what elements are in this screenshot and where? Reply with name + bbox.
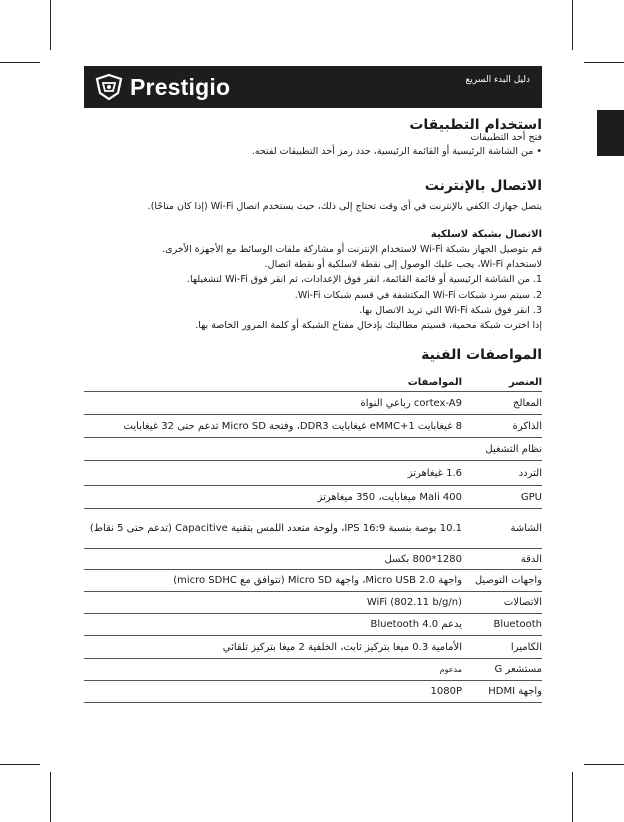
- table-row: [84, 461, 542, 486]
- brand-logo: [94, 70, 230, 104]
- brand-shield-icon: [94, 73, 124, 101]
- spec-name: مستشعر G: [462, 659, 542, 681]
- spec-value: 1080P: [84, 681, 462, 703]
- crop-mark: [50, 772, 51, 822]
- spec-name: المعالج: [462, 392, 542, 415]
- spec-name: الاتصالات: [462, 592, 542, 614]
- table-row: [84, 509, 542, 549]
- table-row: [84, 614, 542, 636]
- apps-bullet: • من الشاشة الرئيسية أو القائمة الرئيسية، حدد رمز أحد التطبيقات لفتحه.: [251, 146, 542, 157]
- spec-value: cortex-A9 رباعي النواة: [84, 392, 462, 415]
- spec-value: يدعم Bluetooth 4.0: [84, 614, 462, 636]
- crop-mark: [572, 0, 573, 50]
- internet-title: الاتصال بالإنترنت: [424, 178, 542, 194]
- specs-title: المواصفات الفنية: [421, 347, 542, 363]
- header-bar: [84, 66, 542, 108]
- table-row: [84, 549, 542, 570]
- spec-value: 10.1 بوصة بنسبة IPS 16:9، ولوحة متعدد اللمس بتقنية Capacitive (تدعم حتى 5 نقاط): [84, 509, 462, 549]
- table-row: [84, 636, 542, 659]
- spec-name: واجهة HDMI: [462, 681, 542, 703]
- side-tab: [597, 110, 624, 156]
- table-row: [84, 438, 542, 461]
- spec-value: [84, 438, 462, 461]
- apps-subtitle: فتح أحد التطبيقات: [470, 132, 542, 143]
- brand-name: Prestigio: [130, 73, 231, 100]
- spec-value: الأمامية 0.3 ميغا بتركيز ثابت، الخلفية 2 ميغا بتركيز تلقائي: [84, 636, 462, 659]
- spec-name: الشاشة: [462, 509, 542, 549]
- crop-mark: [572, 772, 573, 822]
- spec-name: واجهات التوصيل: [462, 570, 542, 592]
- crop-mark: [0, 764, 40, 765]
- spec-value: 1.6 غيغاهرتز: [84, 461, 462, 486]
- spec-value: 8 غيغابايت eMMC+1 غيغابايت DDR3، وفتحة Micro SD تدعم حتى 32 غيغابايت: [84, 415, 462, 438]
- spec-name: Bluetooth: [462, 614, 542, 636]
- spec-value: 1280*800 بكسل: [84, 549, 462, 570]
- wireless-line: إذا اخترت شبكة محمية، فسيتم مطالبتك بإدخال مفتاح الشبكة أو كلمة المرور الخاصة بها.: [195, 320, 542, 332]
- wireless-line: قم بتوصيل الجهاز بشبكة Wi-Fi لاستخدام الإنترنت أو مشاركة ملفات الوسائط مع الأجهزة الأخرى.: [162, 244, 542, 255]
- table-row: [84, 486, 542, 509]
- spec-name: GPU: [462, 486, 542, 509]
- wireless-title: الاتصال بشبكة لاسلكية: [430, 229, 542, 240]
- crop-mark: [584, 62, 624, 63]
- wireless-block: [84, 229, 542, 333]
- column-header-item: العنصر: [509, 376, 542, 388]
- wireless-line: لاستخدام Wi-Fi، يجب عليك الوصول إلى نقطة لاسلكية أو نقطة اتصال.: [264, 259, 542, 271]
- spec-name: نظام التشغيل: [462, 438, 542, 461]
- apps-title: استخدام التطبيقات: [409, 117, 542, 133]
- specs-table: [84, 373, 542, 703]
- spec-name: الكاميرا: [462, 636, 542, 659]
- internet-section: [84, 178, 542, 194]
- guide-title: دليل البدء السريع: [465, 75, 530, 85]
- table-row: [84, 592, 542, 614]
- crop-mark: [0, 62, 40, 63]
- table-row: [84, 415, 542, 438]
- table-row: [84, 392, 542, 415]
- wireless-step: 2. سيتم سرد شبكات Wi-Fi المكتشفة في قسم شبكات Wi-Fi.: [294, 289, 542, 301]
- wireless-step: 1. من الشاشة الرئيسية أو قائمة القائمة، انقر فوق الإعدادات، ثم انقر فوق Wi-Fi لتشغيلها.: [186, 274, 542, 286]
- crop-mark: [584, 764, 624, 765]
- spec-value: مدعوم: [84, 659, 462, 681]
- table-row: [84, 681, 542, 703]
- spec-name: التردد: [462, 461, 542, 486]
- crop-mark: [50, 0, 51, 50]
- spec-value: Mali 400 ميغابايت، 350 ميغاهرتز: [84, 486, 462, 509]
- apps-body: [84, 131, 542, 159]
- wireless-step: 3. انقر فوق شبكة Wi-Fi التي تريد الاتصال بها.: [359, 304, 542, 316]
- internet-intro-block: [84, 200, 542, 214]
- spec-value: واجهة Micro USB 2.0، واجهة Micro SD (تتوافق مع micro SDHC): [84, 570, 462, 592]
- table-row: [84, 570, 542, 592]
- spec-name: الدقة: [462, 549, 542, 570]
- internet-intro: يتصل جهازك الكفي بالإنترنت في أي وقت تحتاج إلى ذلك، حيث يستخدم اتصال Wi-Fi (إذا كان متاحًا).: [147, 201, 542, 212]
- table-header-row: [84, 373, 542, 392]
- table-row: [84, 659, 542, 681]
- specs-section: [84, 347, 542, 363]
- spec-value: WiFi (802.11 b/g/n): [84, 592, 462, 614]
- column-header-spec: المواصفات: [407, 376, 462, 388]
- spec-name: الذاكرة: [462, 415, 542, 438]
